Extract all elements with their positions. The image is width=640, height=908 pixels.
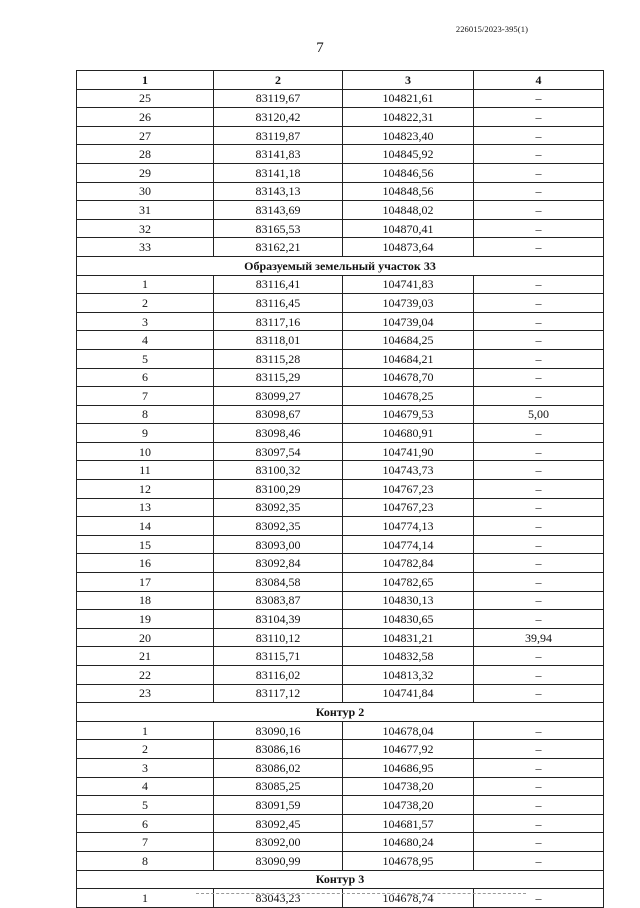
table-cell: 31 (77, 201, 214, 220)
table-cell: 104830,65 (343, 610, 474, 629)
table-cell: – (474, 126, 604, 145)
table-row (77, 573, 604, 592)
table-cell: 28 (77, 145, 214, 164)
table-cell: 104830,13 (343, 591, 474, 610)
table-cell: 83165,53 (214, 219, 343, 238)
table-cell: – (474, 758, 604, 777)
table-row (77, 219, 604, 238)
table-row (77, 89, 604, 108)
table-row (77, 796, 604, 815)
table-header-row (77, 71, 604, 90)
table-cell: 104845,92 (343, 145, 474, 164)
table-row (77, 424, 604, 443)
table-cell: 83083,87 (214, 591, 343, 610)
table-cell: 83100,29 (214, 480, 343, 499)
table-row (77, 777, 604, 796)
table-row (77, 833, 604, 852)
table-cell: 104678,95 (343, 851, 474, 870)
table-cell: – (474, 387, 604, 406)
table-row (77, 405, 604, 424)
table-cell: 104680,24 (343, 833, 474, 852)
table-row (77, 442, 604, 461)
table-cell: 83100,32 (214, 461, 343, 480)
table-cell: 18 (77, 591, 214, 610)
table-row (77, 331, 604, 350)
table-cell: – (474, 777, 604, 796)
table-cell: 1 (77, 889, 214, 908)
table-cell: 83141,18 (214, 163, 343, 182)
table-cell: 15 (77, 535, 214, 554)
table-cell: – (474, 833, 604, 852)
table-cell: 104774,13 (343, 517, 474, 536)
table-row (77, 591, 604, 610)
table-cell: – (474, 349, 604, 368)
table-cell: 23 (77, 684, 214, 703)
table-row (77, 498, 604, 517)
table-row (77, 610, 604, 629)
table-cell: – (474, 219, 604, 238)
table-cell: 104678,70 (343, 368, 474, 387)
section-title-row (77, 256, 604, 275)
table-cell: 104873,64 (343, 238, 474, 257)
table-cell: 16 (77, 554, 214, 573)
section-title-row (77, 870, 604, 889)
table-cell: 7 (77, 387, 214, 406)
table-cell: 104774,14 (343, 535, 474, 554)
table-cell: 104823,40 (343, 126, 474, 145)
table-cell: 104679,53 (343, 405, 474, 424)
table-cell: 14 (77, 517, 214, 536)
table-cell: 83098,67 (214, 405, 343, 424)
table-row (77, 126, 604, 145)
table-cell: 83118,01 (214, 331, 343, 350)
table-cell: 39,94 (474, 628, 604, 647)
table-cell: – (474, 517, 604, 536)
table-cell: 30 (77, 182, 214, 201)
table-cell: – (474, 814, 604, 833)
table-cell: – (474, 684, 604, 703)
table-row (77, 684, 604, 703)
table-cell: – (474, 573, 604, 592)
table-cell: – (474, 851, 604, 870)
table-cell: 22 (77, 666, 214, 685)
table-cell: 104678,04 (343, 721, 474, 740)
table-row (77, 740, 604, 759)
table-cell: 104741,90 (343, 442, 474, 461)
table-cell: – (474, 294, 604, 313)
table-cell: 104870,41 (343, 219, 474, 238)
table-row (77, 814, 604, 833)
table-cell: 83110,12 (214, 628, 343, 647)
table-cell: – (474, 182, 604, 201)
table-cell: 2 (77, 294, 214, 313)
table-cell: 83090,16 (214, 721, 343, 740)
table-cell: – (474, 647, 604, 666)
table-cell: 104822,31 (343, 108, 474, 127)
table-cell: 104821,61 (343, 89, 474, 108)
table-cell: 10 (77, 442, 214, 461)
table-cell: 8 (77, 851, 214, 870)
table-cell: 83090,99 (214, 851, 343, 870)
footer-marks (196, 893, 526, 900)
table-cell: 104848,56 (343, 182, 474, 201)
column-header: 3 (343, 71, 474, 90)
table-cell: 83143,13 (214, 182, 343, 201)
table-cell: 104831,21 (343, 628, 474, 647)
table-cell: – (474, 535, 604, 554)
table-cell: 4 (77, 777, 214, 796)
table-cell: 13 (77, 498, 214, 517)
table-cell: 33 (77, 238, 214, 257)
table-cell: 104767,23 (343, 480, 474, 499)
table-cell: 83084,58 (214, 573, 343, 592)
table-cell: 83115,71 (214, 647, 343, 666)
table-cell: 32 (77, 219, 214, 238)
table-cell: – (474, 424, 604, 443)
table-row (77, 163, 604, 182)
table-cell: – (474, 740, 604, 759)
table-cell: 83117,16 (214, 312, 343, 331)
table-cell: 104680,91 (343, 424, 474, 443)
table-row (77, 312, 604, 331)
table-row (77, 554, 604, 573)
document-id: 226015/2023-395(1) (455, 24, 528, 34)
table-row (77, 647, 604, 666)
table-cell: 83099,27 (214, 387, 343, 406)
table-row (77, 349, 604, 368)
table-row (77, 851, 604, 870)
table-cell: 83116,41 (214, 275, 343, 294)
table-cell: 104678,74 (343, 889, 474, 908)
table-cell: 104681,57 (343, 814, 474, 833)
table-cell: 83119,67 (214, 89, 343, 108)
table-cell: – (474, 796, 604, 815)
table-row (77, 517, 604, 536)
table-cell: 83092,00 (214, 833, 343, 852)
table-cell: 27 (77, 126, 214, 145)
table-cell: 83092,35 (214, 498, 343, 517)
table-cell: 104743,73 (343, 461, 474, 480)
table-body (77, 89, 604, 907)
table-cell: 104848,02 (343, 201, 474, 220)
table-cell: 29 (77, 163, 214, 182)
table-cell: 25 (77, 89, 214, 108)
table-cell: 104741,83 (343, 275, 474, 294)
table-cell: 83086,16 (214, 740, 343, 759)
section-title: Образуемый земельный участок 33 (77, 256, 604, 275)
table-cell: 3 (77, 758, 214, 777)
table-cell: – (474, 145, 604, 164)
table-cell: – (474, 108, 604, 127)
table-cell: – (474, 554, 604, 573)
table-cell: 104739,03 (343, 294, 474, 313)
table-cell: 83092,45 (214, 814, 343, 833)
table-cell: 83115,28 (214, 349, 343, 368)
table-cell: 26 (77, 108, 214, 127)
column-header: 2 (214, 71, 343, 90)
table-cell: 104677,92 (343, 740, 474, 759)
table-cell: 6 (77, 368, 214, 387)
table-row (77, 387, 604, 406)
table-cell: 104738,20 (343, 796, 474, 815)
table-cell: 20 (77, 628, 214, 647)
table-cell: – (474, 666, 604, 685)
table-row (77, 480, 604, 499)
table-cell: – (474, 163, 604, 182)
table-cell: 5,00 (474, 405, 604, 424)
section-title: Контур 2 (77, 703, 604, 722)
table-cell: 83116,45 (214, 294, 343, 313)
table-cell: 83104,39 (214, 610, 343, 629)
table-cell: – (474, 238, 604, 257)
table-cell: 19 (77, 610, 214, 629)
table-cell: 21 (77, 647, 214, 666)
table-cell: 5 (77, 796, 214, 815)
table-row (77, 758, 604, 777)
table-cell: 104741,84 (343, 684, 474, 703)
table-cell: 83092,84 (214, 554, 343, 573)
table-cell: 7 (77, 833, 214, 852)
table-cell: 104832,58 (343, 647, 474, 666)
table-cell: – (474, 591, 604, 610)
table-cell: 83162,21 (214, 238, 343, 257)
table-cell: 17 (77, 573, 214, 592)
table-cell: 83116,02 (214, 666, 343, 685)
table-cell: – (474, 275, 604, 294)
table-cell: 104684,25 (343, 331, 474, 350)
table-cell: 104739,04 (343, 312, 474, 331)
table-cell: 104782,84 (343, 554, 474, 573)
section-title: Контур 3 (77, 870, 604, 889)
table-cell: – (474, 201, 604, 220)
table-cell: – (474, 89, 604, 108)
table-cell: 12 (77, 480, 214, 499)
table-cell: 6 (77, 814, 214, 833)
table-cell: 104738,20 (343, 777, 474, 796)
table-cell: 9 (77, 424, 214, 443)
column-header: 1 (77, 71, 214, 90)
table-cell: 83115,29 (214, 368, 343, 387)
table-cell: – (474, 368, 604, 387)
table-cell: – (474, 461, 604, 480)
table-cell: – (474, 480, 604, 499)
table-cell: 104782,65 (343, 573, 474, 592)
column-header: 4 (474, 71, 604, 90)
table-cell: 83093,00 (214, 535, 343, 554)
table-cell: – (474, 610, 604, 629)
table-row (77, 108, 604, 127)
table-cell: – (474, 331, 604, 350)
table-row (77, 721, 604, 740)
table-row (77, 535, 604, 554)
table-cell: 83117,12 (214, 684, 343, 703)
table-cell: 83043,23 (214, 889, 343, 908)
table-cell: 83086,02 (214, 758, 343, 777)
table-cell: 5 (77, 349, 214, 368)
table-cell: – (474, 721, 604, 740)
table-cell: 104686,95 (343, 758, 474, 777)
table-cell: 104767,23 (343, 498, 474, 517)
table-cell: 104846,56 (343, 163, 474, 182)
table-row (77, 238, 604, 257)
table-cell: 11 (77, 461, 214, 480)
table-cell: 2 (77, 740, 214, 759)
table-cell: 1 (77, 275, 214, 294)
table-row (77, 666, 604, 685)
table-cell: 8 (77, 405, 214, 424)
table-cell: 3 (77, 312, 214, 331)
table-row (77, 145, 604, 164)
table-cell: 104684,21 (343, 349, 474, 368)
table-row (77, 461, 604, 480)
section-title-row (77, 703, 604, 722)
table-row (77, 628, 604, 647)
table-cell: 83120,42 (214, 108, 343, 127)
table-cell: 104813,32 (343, 666, 474, 685)
table-cell: – (474, 889, 604, 908)
table-row (77, 201, 604, 220)
table-cell: 83098,46 (214, 424, 343, 443)
table-cell: 83085,25 (214, 777, 343, 796)
table-row (77, 294, 604, 313)
table-cell: – (474, 442, 604, 461)
table-cell: – (474, 498, 604, 517)
table-cell: 83119,87 (214, 126, 343, 145)
table-cell: 83092,35 (214, 517, 343, 536)
table-row (77, 368, 604, 387)
table-cell: – (474, 312, 604, 331)
table-cell: 83091,59 (214, 796, 343, 815)
table-cell: 104678,25 (343, 387, 474, 406)
table-cell: 83141,83 (214, 145, 343, 164)
table-cell: 83143,69 (214, 201, 343, 220)
table-cell: 83097,54 (214, 442, 343, 461)
page-number: 7 (316, 40, 324, 56)
table-row (77, 182, 604, 201)
table-row (77, 275, 604, 294)
table-cell: 1 (77, 721, 214, 740)
table-cell: 4 (77, 331, 214, 350)
coordinates-table (76, 70, 604, 908)
